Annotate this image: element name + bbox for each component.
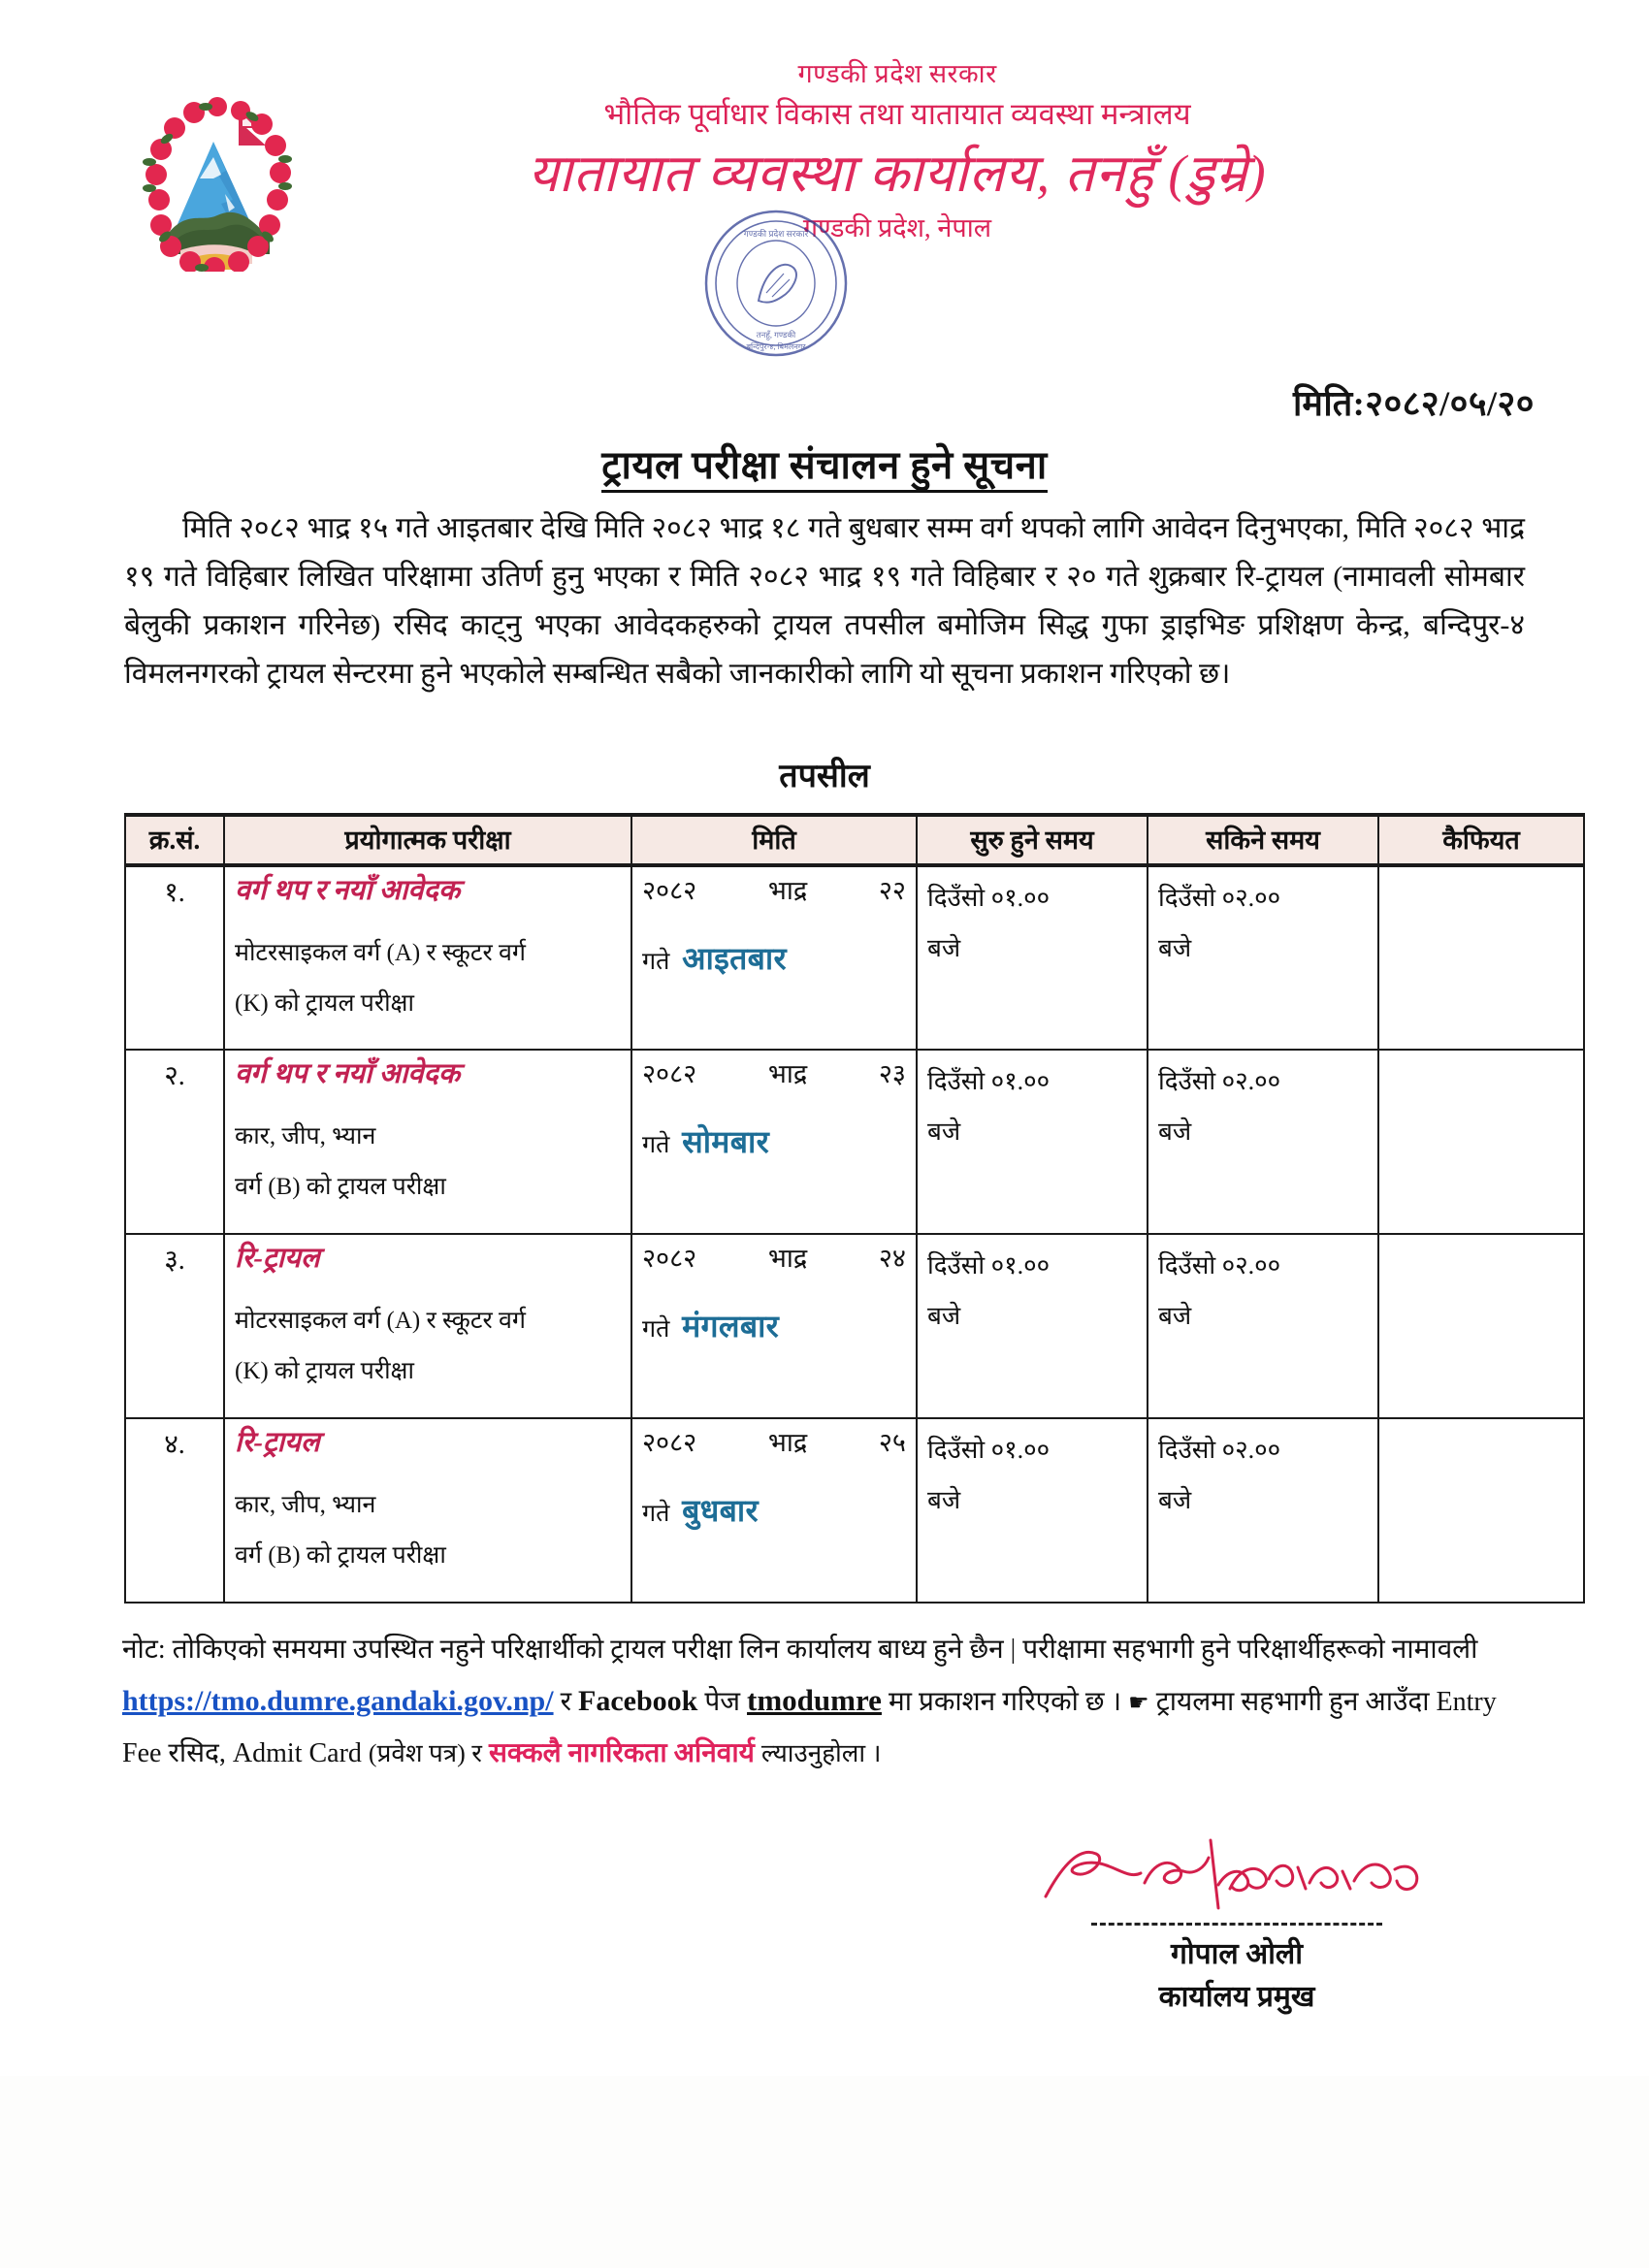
tapsil-heading — [0, 752, 1649, 796]
notice-date: मिति:२०८२/०५/२० — [1293, 384, 1535, 423]
th-date: मिति — [631, 815, 917, 865]
document-header — [0, 0, 1649, 355]
exam-detail-1: मोटरसाइकल वर्ग (A) र स्कूटर वर्ग — [235, 1307, 526, 1334]
date-day: २४ — [878, 1244, 906, 1274]
exam-detail-2: (K) को ट्रायल परीक्षा — [235, 1357, 414, 1384]
ministry-name: भौतिक पूर्वाधार विकास तथा यातायात व्यवस्था मन्त्रालय — [603, 97, 1191, 132]
date-month: भाद्र — [767, 876, 808, 906]
start-time-unit: बजे — [927, 934, 961, 963]
cell-end-time — [1148, 865, 1378, 1050]
note-text-6: (प्रवेश पत्र) र — [368, 1739, 482, 1767]
cell-exam — [224, 865, 631, 1050]
date-gate: गते — [642, 1131, 670, 1158]
date-year: २०८२ — [642, 1059, 697, 1089]
th-starttime: सुरु हुने समय — [917, 815, 1148, 865]
date-gate: गते — [642, 1315, 670, 1343]
cell-date — [631, 1050, 917, 1234]
end-time-unit: बजे — [1158, 1118, 1192, 1147]
cell-start-time — [917, 1234, 1148, 1418]
start-time-unit: बजे — [927, 1486, 961, 1515]
start-time-value: दिउँसो ०१.०० — [927, 1251, 1051, 1280]
cell-remarks — [1378, 1050, 1584, 1234]
end-time-value: दिउँसो ०२.०० — [1158, 1436, 1281, 1465]
start-time-value: दिउँसो ०१.०० — [927, 884, 1051, 913]
cell-serial: १. — [125, 865, 224, 1050]
schedule-table — [124, 813, 1585, 1604]
facebook-label: Facebook — [578, 1685, 698, 1717]
note-text-7: ल्याउनुहोला । — [760, 1739, 882, 1767]
date-weekday: सोमबार — [682, 1123, 769, 1159]
cell-exam — [224, 1050, 631, 1234]
signature-rule — [1091, 1923, 1382, 1926]
th-exam: प्रयोगात्मक परीक्षा — [224, 815, 631, 865]
note-text-1: नोट: तोकिएको समयमा उपस्थित नहुने परिक्षार्थीको ट्रायल परीक्षा लिन कार्यालय बाध्य हुने छैन | परीक्षामा सहभागी हुने परिक्षार्थीहरूको नामावली — [122, 1635, 1478, 1665]
notice-title — [0, 437, 1649, 490]
notice-body — [124, 504, 1525, 698]
cell-date — [631, 1418, 917, 1603]
date-day: २२ — [878, 876, 906, 906]
nepal-emblem-icon — [124, 85, 305, 272]
table-row — [125, 1234, 1584, 1418]
date-year: २०८२ — [642, 1428, 697, 1458]
cell-serial: २. — [125, 1050, 224, 1234]
table-row — [125, 865, 1584, 1050]
date-weekday: बुधबार — [682, 1492, 759, 1528]
signatory-post: कार्यालय प्रमुख — [1158, 1980, 1315, 2013]
exam-detail-2: (K) को ट्रायल परीक्षा — [235, 989, 414, 1017]
header-titles — [291, 56, 1504, 244]
date-gate: गते — [642, 1500, 670, 1527]
table-row — [125, 1050, 1584, 1234]
signature-block — [1028, 1829, 1445, 2018]
note-text-2: र — [560, 1687, 572, 1717]
table-body — [125, 865, 1584, 1603]
th-endtime: सकिने समय — [1148, 815, 1378, 865]
table-row — [125, 1418, 1584, 1603]
handwritten-signature-icon — [1028, 1829, 1445, 1921]
exam-detail-1: मोटरसाइकल वर्ग (A) र स्कूटर वर्ग — [235, 939, 526, 966]
date-month: भाद्र — [767, 1428, 808, 1458]
facebook-page-name[interactable]: tmodumre — [747, 1683, 882, 1717]
cell-remarks — [1378, 1418, 1584, 1603]
start-time-unit: बजे — [927, 1118, 961, 1147]
date-year: २०८२ — [642, 1244, 697, 1274]
note-text-5: ट्रायलमा सहभागी हुन आउँदा Entry Fee रसिद, Admit Card — [122, 1687, 1497, 1768]
cell-remarks — [1378, 1234, 1584, 1418]
notice-title-text: ट्रायल परीक्षा संचालन हुने सूचना — [601, 443, 1047, 493]
cell-date — [631, 865, 917, 1050]
date-weekday: आइतबार — [682, 940, 787, 976]
exam-category: रि-ट्रायल — [235, 1243, 320, 1275]
exam-detail-2: वर्ग (B) को ट्रायल परीक्षा — [235, 1541, 446, 1569]
table-header-row — [125, 815, 1584, 865]
website-link[interactable]: https://tmo.dumre.gandaki.gov.np/ — [122, 1685, 554, 1717]
th-remarks: कैफियत — [1378, 815, 1584, 865]
signatory-name: गोपाल ओली — [1170, 1938, 1304, 1970]
exam-detail-1: कार, जीप, भ्यान — [235, 1122, 376, 1150]
cell-start-time — [917, 865, 1148, 1050]
notice-body-text: मिति २०८२ भाद्र १५ गते आइतबार देखि मिति २०८२ भाद्र १८ गते बुधबार सम्म वर्ग थपको लागि आवेदन दिनुभएका, मिति २०८२ भाद्र १९ गते विहिबार लिखित परिक्षामा उतिर्ण हुनु भएका र मिति २०८२ भाद्र १९ गते विहिबार र २० गते शुक्रबार रि-ट्रायल (नामावली सोमबार बेलुकी प्रकाशन गरिनेछ) रसिद काट्नु भएका आवेदकहरुको ट्रायल तपसील बमोजिम सिद्ध गुफा ड्राइभिङ प्रशिक्षण केन्द्र, बन्दिपुर-४ विमलनगरको ट्रायल सेन्टरमा हुने भएकोले सम्बन्धित सबैको जानकारीको लागि यो सूचना प्रकाशन गरिएको छ। — [124, 512, 1525, 690]
cell-serial: ३. — [125, 1234, 224, 1418]
svg-text:तनहुँ, गण्डकी: तनहुँ, गण्डकी — [756, 330, 796, 340]
note-text-4: मा प्रकाशन गरिएको छ । — [888, 1687, 1122, 1717]
note-text-3: पेज — [704, 1687, 741, 1717]
cell-start-time — [917, 1418, 1148, 1603]
end-time-value: दिउँसो ०२.०० — [1158, 1067, 1281, 1096]
note-highlight: सक्कलै नागरिकता अनिवार्य — [488, 1738, 755, 1768]
date-day: २३ — [878, 1059, 906, 1089]
exam-category: रि-ट्रायल — [235, 1427, 320, 1459]
date-gate: गते — [642, 948, 670, 975]
cell-date — [631, 1234, 917, 1418]
start-time-unit: बजे — [927, 1302, 961, 1331]
province-name: गण्डकी प्रदेश, नेपाल — [802, 213, 992, 243]
cell-end-time — [1148, 1234, 1378, 1418]
pointing-hand-icon: ☛ — [1128, 1691, 1149, 1716]
cell-end-time — [1148, 1050, 1378, 1234]
government-name: गण्डकी प्रदेश सरकार — [797, 59, 997, 88]
end-time-unit: बजे — [1158, 1486, 1192, 1515]
cell-end-time — [1148, 1418, 1378, 1603]
svg-text:गण्डकी प्रदेश सरकार: गण्डकी प्रदेश सरकार — [743, 229, 809, 239]
svg-text:बन्दिपुर-४, बिमलनगर: बन्दिपुर-४, बिमलनगर — [746, 342, 806, 351]
cell-start-time — [917, 1050, 1148, 1234]
end-time-unit: बजे — [1158, 934, 1192, 963]
schedule-table-wrapper — [124, 813, 1525, 1604]
office-name: यातायात व्यवस्था कार्यालय, तनहुँ (डुम्रे) — [528, 144, 1267, 203]
cell-exam — [224, 1418, 631, 1603]
exam-detail-2: वर्ग (B) को ट्रायल परीक्षा — [235, 1173, 446, 1200]
date-year: २०८२ — [642, 876, 697, 906]
tapsil-label: तपसील — [779, 759, 870, 794]
exam-detail-1: कार, जीप, भ्यान — [235, 1491, 376, 1518]
start-time-value: दिउँसो ०१.०० — [927, 1436, 1051, 1465]
end-time-value: दिउँसो ०२.०० — [1158, 1251, 1281, 1280]
th-serial: क्र.सं. — [125, 815, 224, 865]
date-month: भाद्र — [767, 1059, 808, 1089]
cell-serial: ४. — [125, 1418, 224, 1603]
end-time-value: दिउँसो ०२.०० — [1158, 884, 1281, 913]
exam-category: वर्ग थप र नयाँ आवेदक — [235, 875, 461, 907]
start-time-value: दिउँसो ०१.०० — [927, 1067, 1051, 1096]
footer-note — [122, 1625, 1527, 1779]
date-weekday: मंगलबार — [682, 1308, 780, 1344]
cell-remarks — [1378, 865, 1584, 1050]
date-month: भाद्र — [767, 1244, 808, 1274]
end-time-unit: बजे — [1158, 1302, 1192, 1331]
exam-category: वर्ग थप र नयाँ आवेदक — [235, 1058, 461, 1090]
date-day: २५ — [878, 1428, 906, 1458]
cell-exam — [224, 1234, 631, 1418]
